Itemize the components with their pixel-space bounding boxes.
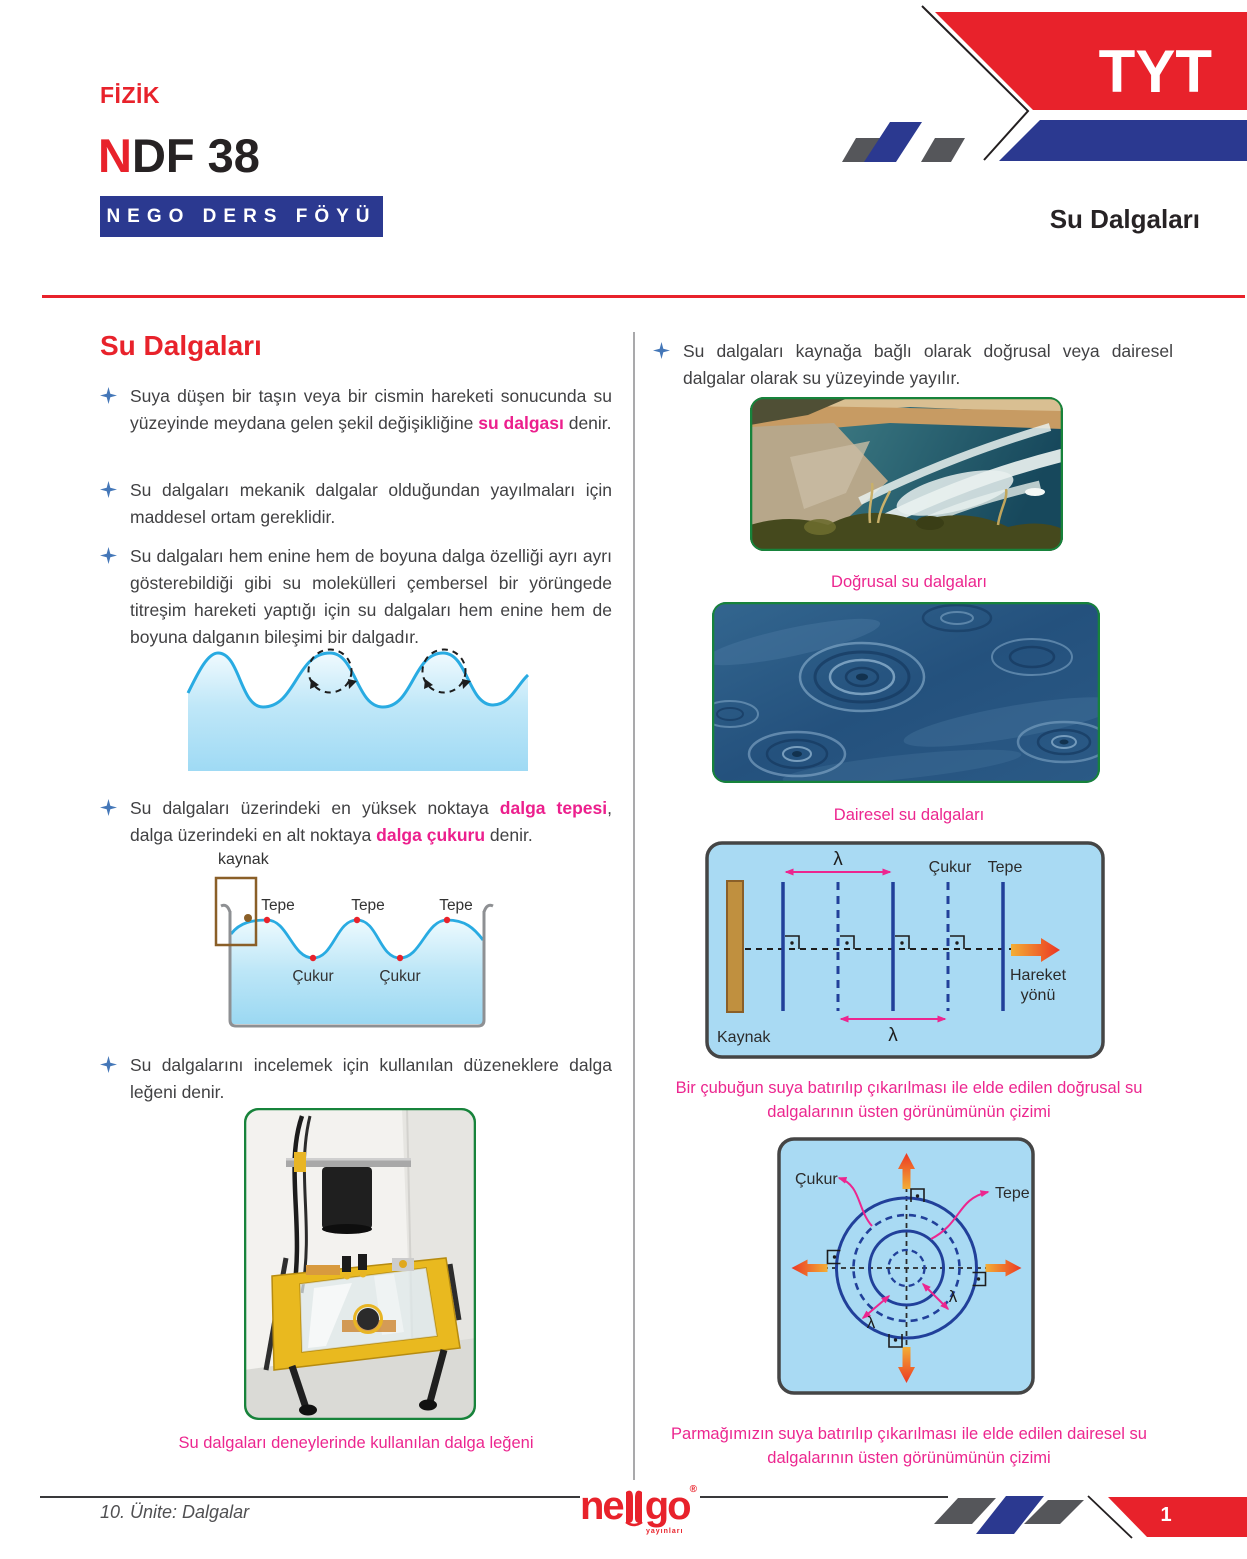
tank-photo-caption: Su dalgaları deneylerinde kullanılan dalga leğeni (178, 1434, 534, 1452)
direction-label: yönü (1020, 987, 1056, 1004)
wavelength-label: λ (866, 1313, 876, 1332)
wavelength-label: λ (888, 1025, 898, 1046)
booklet-code-rest: DF 38 (131, 129, 260, 182)
bullet-item (100, 383, 612, 437)
bullet-text: Su dalgaları hem enine hem de boyuna dalga özelliği ayrı ayrı gösterebildiği gibi su molekülleri çembersel bir yörüngede titreşim hareketi yaptığı için su dalgaları hem enine hem de boyuna dalganın bileşimi bir dalgadır. (130, 546, 612, 647)
bullet-text: Su dalgaları kaynağa bağlı olarak doğrusal veya dairesel dalgalar olarak su yüzeyinde yayılır. (683, 341, 1173, 388)
bullet-text: Su dalgaları mekanik dalgalar olduğundan yayılmaları için maddesel ortam gereklidir. (130, 480, 612, 527)
booklet-code (98, 128, 260, 183)
sparkle-bullet-icon (100, 481, 117, 498)
exam-badge: TYT (1098, 38, 1212, 105)
sparkle-bullet-icon (100, 547, 117, 564)
page-number: 1 (1160, 1504, 1172, 1526)
header-divider-rule (42, 295, 1245, 298)
circular-photo-caption: Dairesel su dalgaları (833, 806, 985, 824)
series-banner-label: NEGO DERS FÖYÜ (106, 205, 377, 227)
section-title: Su Dalgaları (100, 330, 262, 361)
direction-label: Hareket (1009, 967, 1067, 984)
page-topic-title: Su Dalgaları (1049, 204, 1200, 234)
footer-banner-graphic (0, 1494, 1247, 1559)
circular-diagram-caption: Parmağımızın suya batırılıp çıkarılması ile elde edilen dairesel su dalgalarının üsten görünümünün çizimi (671, 1425, 1147, 1467)
sparkle-bullet-icon (100, 1056, 117, 1073)
bullet-item (100, 1052, 612, 1106)
bullet-item (100, 795, 612, 849)
wavelength-label: λ (833, 849, 843, 870)
circular-waves-photo (712, 602, 1100, 783)
subject-label: FİZİK (100, 82, 160, 108)
bullet-item (100, 543, 612, 651)
bullet-text: Suya düşen bir taşın veya bir cismin hareketi sonucunda su yüzeyinde meydana gelen şekil değişikliğine su dalgası denir. (130, 386, 612, 433)
sparkle-bullet-icon (100, 799, 117, 816)
wavelength-label: λ (948, 1287, 958, 1306)
registered-mark: ® (689, 1484, 697, 1495)
series-banner (100, 196, 383, 237)
column-divider (633, 332, 635, 1480)
linear-photo-caption: Doğrusal su dalgaları (831, 573, 987, 591)
tank-crosssection-diagram (210, 848, 510, 1043)
sparkle-bullet-icon (653, 342, 670, 359)
trough-label: Çukur (795, 1171, 838, 1188)
ripple-tank-photo (244, 1108, 476, 1420)
bullet-text: Su dalgaları üzerindeki en yüksek noktaya dalga tepesi, dalga üzerindeki en alt noktaya dalga çukuru denir. (130, 798, 612, 845)
booklet-code-prefix: N (98, 129, 132, 182)
linear-waves-photo (750, 397, 1063, 551)
unit-label: 10. Ünite: Dalgalar (100, 1502, 250, 1522)
logo-subtext: yayınları (646, 1528, 684, 1535)
sparkle-bullet-icon (100, 387, 117, 404)
crest-label: Tepe (987, 859, 1023, 876)
bullet-text: Su dalgalarını incelemek için kullanılan düzeneklere dalga leğeni denir. (130, 1055, 612, 1102)
trough-label: Çukur (928, 859, 972, 876)
bullet-item (100, 477, 612, 531)
logo-text-go: go (644, 1484, 690, 1528)
crest-label: Tepe (261, 897, 295, 914)
crest-label: Tepe (439, 897, 473, 914)
source-label: kaynak (218, 851, 269, 868)
logo-text-ne: ne (580, 1484, 623, 1528)
trough-label: Çukur (379, 968, 421, 985)
source-label: Kaynak (717, 1029, 771, 1046)
keyword-su-dalgasi: su dalgası (478, 413, 564, 433)
wave-crosssection-diagram (185, 645, 530, 772)
crest-label: Tepe (995, 1185, 1030, 1202)
linear-diagram-caption: Bir çubuğun suya batırılıp çıkarılması ile elde edilen doğrusal su dalgalarının üsten görünümünün çizimi (675, 1079, 1143, 1121)
linear-wavefront-diagram (705, 841, 1105, 1059)
circular-wavefront-diagram (777, 1137, 1035, 1395)
bullet-item (653, 338, 1173, 392)
keyword-dalga-cukuru: dalga çukuru (376, 825, 486, 845)
crest-label: Tepe (351, 897, 385, 914)
trough-label: Çukur (292, 968, 334, 985)
keyword-dalga-tepesi: dalga tepesi (499, 798, 608, 818)
